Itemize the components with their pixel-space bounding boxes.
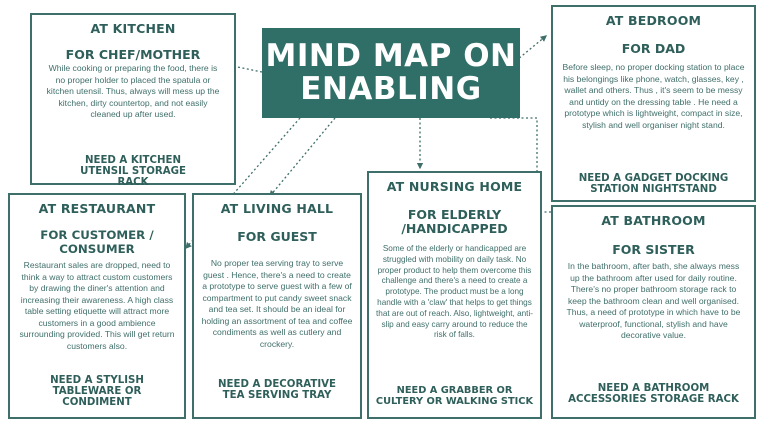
node-nursing-need: NEED A GRABBER OR CULTERY OR WALKING STICK	[375, 385, 534, 407]
node-kitchen	[30, 13, 236, 188]
node-living-location: AT LIVING HALL	[220, 201, 334, 216]
connector-living	[270, 118, 335, 196]
node-restaurant-need: NEED A STYLISH TABLEWARE OR CONDIMENT	[50, 375, 144, 408]
node-nursing-home	[367, 171, 542, 419]
node-bedroom-need: NEED A GADGET DOCKING STATION NIGHTSTAND	[578, 173, 729, 195]
node-living-need: NEED A DECORATIVE TEA SERVING TRAY	[218, 379, 336, 401]
central-title-line-1: MIND MAP ON	[265, 38, 517, 74]
node-kitchen-location: AT KITCHEN	[90, 21, 176, 36]
node-bathroom-person: FOR SISTER	[612, 242, 695, 257]
node-restaurant-person: FOR CUSTOMER / CONSUMER	[40, 228, 154, 256]
node-restaurant-description: Restaurant sales are dropped, need to think a way to attract custom customers by drawing the diner's attention and increasing their awareness. A high class table setting etiquette will attract more customers in a good ambience surrounding provided. This will get return customers also.	[19, 260, 175, 351]
node-nursing-location: AT NURSING HOME	[386, 179, 523, 194]
node-restaurant	[8, 193, 186, 419]
node-nursing-description: Some of the elderly or handicapped are struggled with mobility on daily task. No proper product to help them overcome this challenge and there's a need to create a prototype. The product must be a long handle with a 'claw' that helps to get things that are out of reach. Also, lightweight, anti-slip and easy carry around to reduce the risk of falls.	[375, 244, 534, 340]
node-living-description: No proper tea serving tray to serve guest . Hence, there's a need to create a prototype to serve guest with a few of compartment to put candy sweet snack and tea set. It should be an ideal for holding an assortment of tea and coffee condiments as well as cutlery and crockery.	[201, 258, 353, 349]
node-bedroom-description: Before sleep, no proper docking station to place his belongings like phone, watch, glasses, key , wallet and others. Thus , it's seem to be messy and untidy on the dressing table . He need a prototype which is lightweight, compact in size, stylish and well organiser night stand.	[562, 62, 745, 130]
node-bathroom-location: AT BATHROOM	[601, 213, 706, 228]
node-bathroom	[551, 205, 756, 419]
central-title-line-2: ENABLING	[300, 71, 482, 107]
node-living-person: FOR GUEST	[237, 229, 317, 244]
node-bathroom-description: In the bathroom, after bath, she always mess up the bathroom after used for daily routine. There's no proper bathroom storage rack to keep the bathroom clean and well organised. Thus, a need of prototype in which have to be waterproof, functional, stylish and have decorative value.	[566, 261, 741, 340]
node-kitchen-person: FOR CHEF/MOTHER	[65, 47, 201, 62]
node-bathroom-need: NEED A BATHROOM ACCESSORIES STORAGE RACK	[568, 383, 739, 405]
node-kitchen-description: While cooking or preparing the food, there is no proper holder to placed the spatula or kitchen utensil. Thus, always will mess up the kitchen, dirty countertop, and not easily cleaned up after used.	[46, 63, 220, 119]
node-restaurant-location: AT RESTAURANT	[38, 201, 156, 216]
node-bedroom	[551, 5, 756, 202]
node-nursing-person: FOR ELDERLY /HANDICAPPED	[401, 207, 508, 236]
node-bedroom-location: AT BEDROOM	[605, 13, 702, 28]
node-bedroom-person: FOR DAD	[621, 41, 686, 56]
central-title	[262, 28, 520, 118]
node-living-hall	[192, 193, 362, 419]
node-kitchen-need: NEED A KITCHEN UTENSIL STORAGE RACK	[80, 155, 186, 188]
